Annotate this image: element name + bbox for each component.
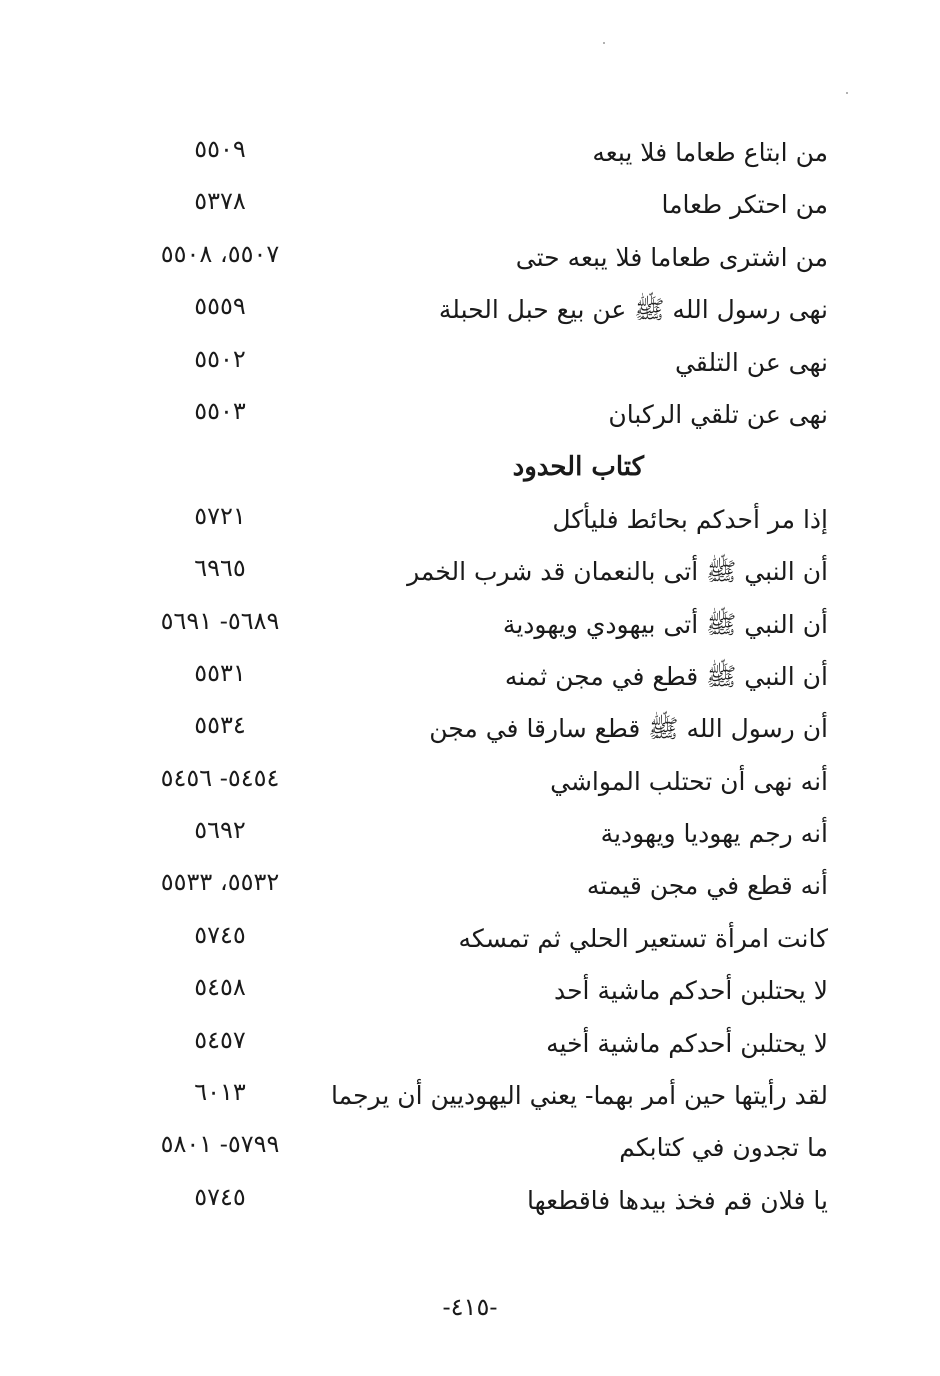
index-entry	[0, 861, 940, 913]
hadith-text: نهى عن تلقي الركبان	[608, 399, 828, 429]
index-entry	[0, 600, 940, 652]
hadith-text: أنه قطع في مجن قيمته	[586, 871, 828, 901]
index-entry	[0, 547, 940, 599]
hadith-refs: ٥٣٧٨	[194, 187, 246, 216]
hadith-text: نهى عن التلقي	[674, 347, 828, 377]
index-entry	[0, 1019, 940, 1071]
index-entry	[0, 338, 940, 390]
hadith-refs: ٥٥٠٧، ٥٥٠٨	[160, 239, 280, 268]
hadith-refs: ٥٧٢١	[194, 501, 246, 530]
index-entry	[0, 757, 940, 809]
hadith-refs: ٥٧٩٩- ٥٨٠١	[160, 1130, 280, 1159]
index-entry	[0, 495, 940, 547]
hadith-refs: ٥٦٨٩- ٥٦٩١	[160, 606, 280, 635]
index-entry	[0, 233, 940, 285]
hadith-index-list	[0, 128, 940, 1228]
hadith-refs: ٥٥٠٩	[194, 135, 246, 163]
hadith-text: من احتكر طعاما	[661, 190, 828, 220]
hadith-text: من اشترى طعاما فلا يبعه حتى	[515, 242, 828, 272]
hadith-text: لقد رأيتها حين أمر بهما- يعني اليهوديين أن يرجما	[331, 1081, 828, 1111]
page-number: -٤١٥-	[442, 1293, 498, 1321]
index-entry	[0, 180, 940, 232]
hadith-text: لا يحتلبن أحدكم ماشية أحد	[553, 976, 828, 1006]
hadith-text: أن النبي ﷺ أتى بالنعمان قد شرب الخمر	[407, 557, 828, 587]
index-entry	[0, 1176, 940, 1228]
hadith-text: نهى رسول الله ﷺ عن بيع حبل الحبلة	[438, 295, 828, 325]
hadith-refs: ٥٤٥٤- ٥٤٥٦	[160, 763, 280, 792]
hadith-refs: ٥٥٠٢	[194, 344, 246, 373]
page-speck	[603, 42, 605, 44]
hadith-text: إذا مر أحدكم بحائط فليأكل	[552, 504, 828, 534]
hadith-text: ما تجدون في كتابكم	[619, 1133, 828, 1163]
index-entry	[0, 390, 940, 442]
index-entry	[0, 966, 940, 1018]
section-heading-row	[0, 442, 940, 494]
index-entry	[0, 809, 940, 861]
hadith-text: أنه نهى أن تحتلب المواشي	[550, 766, 828, 796]
index-entry	[0, 652, 940, 704]
hadith-refs: ٥٥٣٤	[194, 711, 246, 740]
page-speck	[846, 92, 848, 94]
index-entry	[0, 1071, 940, 1123]
index-entry	[0, 704, 940, 756]
hadith-text: لا يحتلبن أحدكم ماشية أخيه	[546, 1028, 828, 1058]
hadith-refs: ٥٥٣١	[194, 658, 246, 687]
hadith-refs: ٥٤٥٧	[194, 1025, 246, 1054]
hadith-refs: ٥٥٥٩	[194, 292, 246, 321]
hadith-text: كانت امرأة تستعير الحلي ثم تمسكه	[458, 923, 828, 953]
hadith-refs: ٦٠١٣	[194, 1078, 246, 1107]
hadith-refs: ٥٧٤٥	[194, 1182, 246, 1211]
index-entry	[0, 1123, 940, 1175]
hadith-text: أن النبي ﷺ أتى بيهودي ويهودية	[502, 609, 828, 639]
hadith-text: أن رسول الله ﷺ قطع سارقا في مجن	[429, 714, 828, 744]
section-heading: كتاب الحدود	[512, 452, 644, 483]
hadith-text: من ابتاع طعاما فلا يبعه	[592, 138, 828, 167]
hadith-refs: ٦٩٦٥	[194, 554, 246, 583]
hadith-refs: ٥٥٠٣	[194, 396, 246, 425]
hadith-text: يا فلان قم فخذ بيدها فاقطعها	[527, 1185, 828, 1215]
index-entry	[0, 285, 940, 337]
hadith-refs: ٥٤٥٨	[194, 973, 246, 1002]
index-entry	[0, 128, 940, 180]
hadith-text: أنه رجم يهوديا ويهودية	[600, 819, 828, 849]
hadith-refs: ٥٦٩٢	[194, 816, 246, 845]
hadith-text: أن النبي ﷺ قطع في مجن ثمنه	[504, 661, 828, 691]
hadith-refs: ٥٥٣٢، ٥٥٣٣	[160, 868, 280, 897]
hadith-refs: ٥٧٤٥	[194, 920, 246, 949]
index-entry	[0, 914, 940, 966]
